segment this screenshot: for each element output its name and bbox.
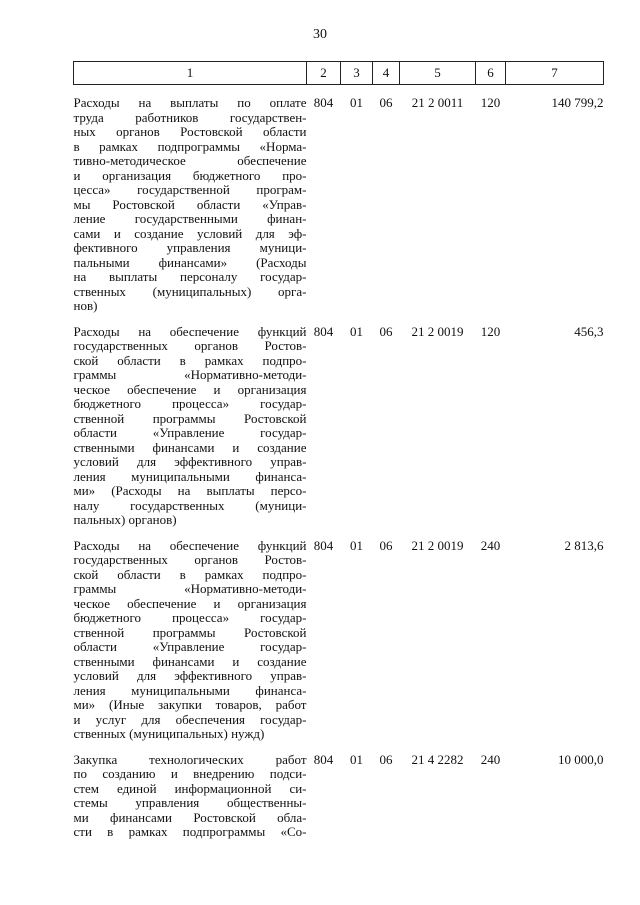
description-line: ской области в рамках подпро- [73, 352, 307, 368]
description-line: Расходы на выплаты по оплате [73, 95, 307, 110]
description-line: труда работников государствен- [73, 109, 307, 125]
description-line: ления муниципальными финанса- [73, 468, 307, 484]
row-col-5: 21 4 2282 [411, 751, 464, 767]
table-body [74, 85, 604, 840]
description-line: ми» (Расходы на выплаты персо- [73, 483, 307, 498]
table-row [74, 753, 604, 840]
description-line: условий для эффективного управ- [73, 454, 307, 469]
description-line: по созданию и внедрению подси- [73, 766, 307, 781]
row-col-5: 21 2 0019 [411, 323, 464, 339]
row-col-2: 804 [313, 323, 334, 339]
description-line: и организация бюджетного про- [73, 167, 307, 183]
description-line: и услуг для обеспечения государ- [73, 711, 307, 727]
row-col-3: 01 [350, 95, 363, 110]
description-line: стем единой информационной си- [73, 780, 307, 796]
table-row [74, 325, 604, 528]
description-line: пальных) органов) [73, 512, 177, 527]
description-line: фективного управления муници- [73, 240, 307, 255]
header-col-2: 2 [307, 62, 341, 85]
description-line: ственными финансами и создание [73, 439, 307, 455]
description-line: области «Управление государ- [73, 639, 307, 654]
description-line: граммы «Нормативно-методи- [73, 367, 307, 382]
row-col-2: 804 [313, 537, 334, 553]
header-col-4: 4 [373, 62, 400, 85]
row-col-6: 120 [480, 95, 501, 110]
row-col-7: 10 000,0 [558, 751, 604, 767]
description-line: ления муниципальными финанса- [73, 682, 307, 698]
row-col-5: 21 2 0011 [411, 95, 464, 110]
row-col-2: 804 [313, 95, 334, 110]
description-line: Расходы на обеспечение функций [73, 537, 307, 553]
row-col-7: 456,3 [574, 323, 604, 339]
row-col-7: 2 813,6 [564, 537, 604, 553]
description-line: ми финансами Ростовской обла- [73, 809, 307, 825]
description-line: ской области в рамках подпро- [73, 566, 307, 582]
description-line: мы Ростовской области «Управ- [73, 196, 307, 212]
table-header [74, 62, 604, 85]
description-line: цесса» государственной програм- [73, 182, 307, 197]
header-col-6: 6 [476, 62, 506, 85]
description-line: Закупка технологических работ [73, 751, 307, 767]
row-col-4: 06 [379, 95, 393, 110]
row-col-5: 21 2 0019 [411, 537, 464, 553]
description-line: ственными финансами и создание [73, 653, 307, 669]
description-line: области «Управление государ- [73, 425, 307, 440]
spacer-row [74, 528, 604, 539]
row-col-4: 06 [379, 537, 393, 553]
header-col-5: 5 [400, 62, 476, 85]
description-line: государственных органов Ростов- [73, 552, 307, 567]
description-line: ных органов Ростовской области [73, 124, 307, 139]
table-row [74, 96, 604, 314]
description-line: бюджетного процесса» государ- [73, 610, 307, 625]
row-description [74, 325, 307, 528]
description-line: налу государственных (муници- [73, 497, 307, 513]
description-line: нов) [73, 298, 98, 313]
description-line: пальными финансами» (Расходы [73, 254, 307, 270]
description-line: ление государственными финан- [73, 211, 307, 226]
row-col-6: 240 [480, 751, 501, 767]
description-line: ственных (муниципальных) орга- [73, 283, 307, 299]
description-line: бюджетного процесса» государ- [73, 396, 307, 411]
description-line: на выплаты персоналу государ- [73, 269, 307, 284]
table-row [74, 539, 604, 742]
row-col-4: 06 [379, 323, 393, 339]
row-col-4: 06 [379, 751, 393, 767]
description-line: ми» (Иные закупки товаров, работ [73, 697, 307, 712]
row-description [74, 539, 307, 742]
spacer-row [74, 314, 604, 325]
header-col-7: 7 [506, 62, 604, 85]
header-col-1: 1 [74, 62, 307, 85]
description-line: ственной программы Ростовской [73, 410, 307, 426]
description-line: государственных органов Ростов- [73, 338, 307, 353]
description-line: ственной программы Ростовской [73, 624, 307, 640]
header-col-3: 3 [341, 62, 373, 85]
spacer-row [74, 742, 604, 753]
row-col-6: 120 [480, 323, 501, 339]
row-description [74, 96, 307, 314]
description-line: сти в рамках подпрограммы «Со- [73, 824, 307, 839]
description-line: стемы управления общественны- [73, 795, 307, 810]
description-line: условий для эффективного управ- [73, 668, 307, 683]
description-line: граммы «Нормативно-методи- [73, 581, 307, 596]
description-line: ческое обеспечение и организация [73, 595, 307, 611]
row-col-3: 01 [350, 751, 363, 767]
description-line: в рамках подпрограммы «Норма- [73, 138, 307, 154]
description-line: Расходы на обеспечение функций [73, 323, 307, 339]
row-col-3: 01 [350, 323, 363, 339]
row-col-3: 01 [350, 537, 363, 553]
description-line: ственных (муниципальных) нужд) [73, 726, 265, 741]
row-description [74, 753, 307, 840]
description-line: сами и создание условий для эф- [73, 225, 307, 241]
page-number: 30 [313, 27, 327, 42]
row-col-7: 140 799,2 [551, 95, 604, 110]
budget-table [73, 61, 604, 840]
description-line: ческое обеспечение и организация [73, 381, 307, 397]
row-col-6: 240 [480, 537, 501, 553]
description-line: тивно-методическое обеспечение [73, 153, 307, 168]
row-col-2: 804 [313, 751, 334, 767]
header-row [74, 62, 604, 85]
